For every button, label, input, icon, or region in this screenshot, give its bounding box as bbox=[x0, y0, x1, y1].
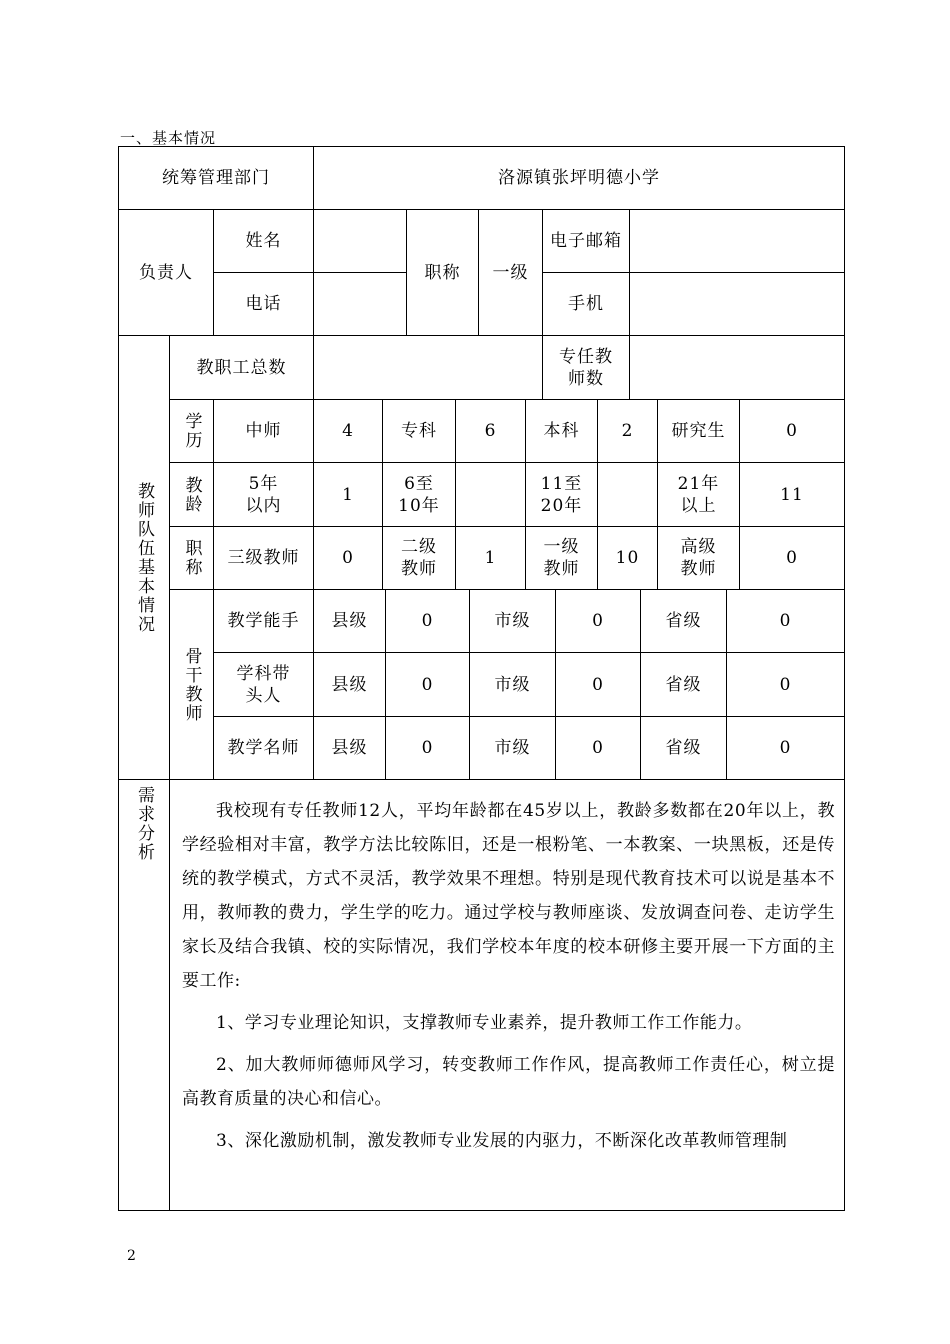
total-label: 教职工总数 bbox=[170, 336, 314, 400]
backbone-county-val-3: 0 bbox=[386, 717, 470, 780]
rank-val-3: 10 bbox=[598, 527, 658, 590]
backbone-city-val-2: 0 bbox=[556, 653, 641, 717]
leader-label: 负责人 bbox=[119, 210, 214, 336]
name-label: 姓名 bbox=[214, 210, 314, 273]
backbone-name-2: 学科带头人 bbox=[214, 653, 314, 717]
section-heading: 一、基本情况 bbox=[120, 129, 217, 147]
age-cat-3: 11至20年 bbox=[526, 463, 598, 527]
dept-value: 洛源镇张坪明德小学 bbox=[314, 147, 844, 210]
rank-cat-1: 三级教师 bbox=[214, 527, 314, 590]
rank-label-text: 职称 bbox=[181, 539, 202, 577]
edu-label bbox=[170, 400, 214, 463]
edu-val-3: 2 bbox=[598, 400, 658, 463]
backbone-prov-2: 省级 bbox=[641, 653, 727, 717]
title-label: 职称 bbox=[407, 210, 479, 336]
phone-label: 电话 bbox=[214, 273, 314, 336]
backbone-county-1: 县级 bbox=[314, 590, 386, 653]
age-val-4: 11 bbox=[740, 463, 844, 527]
backbone-label-text: 骨干教师 bbox=[181, 646, 202, 723]
backbone-name-1: 教学能手 bbox=[214, 590, 314, 653]
needs-analysis-text bbox=[170, 780, 845, 1211]
fulltime-label: 专任教师数 bbox=[543, 336, 630, 400]
backbone-prov-val-1: 0 bbox=[727, 590, 844, 653]
edu-val-2: 6 bbox=[456, 400, 526, 463]
backbone-label bbox=[170, 590, 214, 780]
edu-val-4: 0 bbox=[740, 400, 844, 463]
backbone-prov-val-3: 0 bbox=[727, 717, 844, 780]
backbone-county-2: 县级 bbox=[314, 653, 386, 717]
needs-paragraph-2: 1、学习专业理论知识，支撑教师专业素养，提升教师工作工作能力。 bbox=[216, 1013, 753, 1033]
backbone-city-val-1: 0 bbox=[556, 590, 641, 653]
needs-label-text: 需求分析 bbox=[134, 786, 154, 862]
age-label bbox=[170, 463, 214, 527]
age-val-2 bbox=[456, 463, 526, 527]
edu-cat-3: 本科 bbox=[526, 400, 598, 463]
phone-value bbox=[314, 273, 407, 336]
needs-paragraph-1: 我校现有专任教师12人，平均年龄都在45岁以上，教龄多数都在20年以上，教学经验相对丰富，教学方法比较陈旧，还是一根粉笔、一本教案、一块黑板，还是传统的教学模式，方式不灵活，教学效果不理想。特别是现代教育技术可以说是基本不用，教师教的费力，学生学的吃力。通过学校与教师座谈、发放调查问卷、走访学生家长及结合我镇、校的实际情况，我们学校本年度的校本研修主要开展一下方面的主要工作: bbox=[182, 801, 835, 991]
team-label-text: 教师队伍基本情况 bbox=[134, 481, 154, 634]
fulltime-value bbox=[630, 336, 844, 400]
edu-cat-4: 研究生 bbox=[658, 400, 740, 463]
name-value bbox=[314, 210, 407, 273]
needs-label bbox=[119, 780, 170, 1210]
needs-paragraph-4: 3、深化激励机制，激发教师专业发展的内驱力，不断深化改革教师管理制 bbox=[216, 1131, 788, 1151]
backbone-prov-val-2: 0 bbox=[727, 653, 844, 717]
edu-cat-2: 专科 bbox=[383, 400, 456, 463]
total-value bbox=[314, 336, 543, 400]
backbone-prov-1: 省级 bbox=[641, 590, 727, 653]
dept-label: 统筹管理部门 bbox=[119, 147, 314, 210]
rank-cat-4: 高级教师 bbox=[658, 527, 740, 590]
mobile-value bbox=[630, 273, 844, 336]
title-value: 一级 bbox=[479, 210, 543, 336]
rank-val-4: 0 bbox=[740, 527, 844, 590]
rank-cat-3: 一级教师 bbox=[526, 527, 598, 590]
edu-cat-1: 中师 bbox=[214, 400, 314, 463]
age-val-1: 1 bbox=[314, 463, 383, 527]
backbone-county-3: 县级 bbox=[314, 717, 386, 780]
backbone-prov-3: 省级 bbox=[641, 717, 727, 780]
rank-val-2: 1 bbox=[456, 527, 526, 590]
backbone-city-val-3: 0 bbox=[556, 717, 641, 780]
email-value bbox=[630, 210, 844, 273]
team-label bbox=[119, 336, 170, 780]
age-val-3 bbox=[598, 463, 658, 527]
age-cat-1: 5年以内 bbox=[214, 463, 314, 527]
page-number: 2 bbox=[127, 1248, 136, 1264]
edu-label-text: 学历 bbox=[181, 412, 202, 450]
email-label: 电子邮箱 bbox=[543, 210, 630, 273]
backbone-county-val-1: 0 bbox=[386, 590, 470, 653]
needs-paragraph-3: 2、加大教师师德师风学习，转变教师工作作风，提高教师工作责任心，树立提高教育质量的决心和信心。 bbox=[182, 1055, 835, 1109]
backbone-county-val-2: 0 bbox=[386, 653, 470, 717]
rank-cat-2: 二级教师 bbox=[383, 527, 456, 590]
age-label-text: 教龄 bbox=[181, 475, 202, 514]
edu-val-1: 4 bbox=[314, 400, 383, 463]
age-cat-4: 21年以上 bbox=[658, 463, 740, 527]
age-cat-2: 6至10年 bbox=[383, 463, 456, 527]
rank-val-1: 0 bbox=[314, 527, 383, 590]
backbone-city-2: 市级 bbox=[470, 653, 556, 717]
mobile-label: 手机 bbox=[543, 273, 630, 336]
rank-label bbox=[170, 527, 214, 590]
backbone-city-1: 市级 bbox=[470, 590, 556, 653]
backbone-city-3: 市级 bbox=[470, 717, 556, 780]
backbone-name-3: 教学名师 bbox=[214, 717, 314, 780]
